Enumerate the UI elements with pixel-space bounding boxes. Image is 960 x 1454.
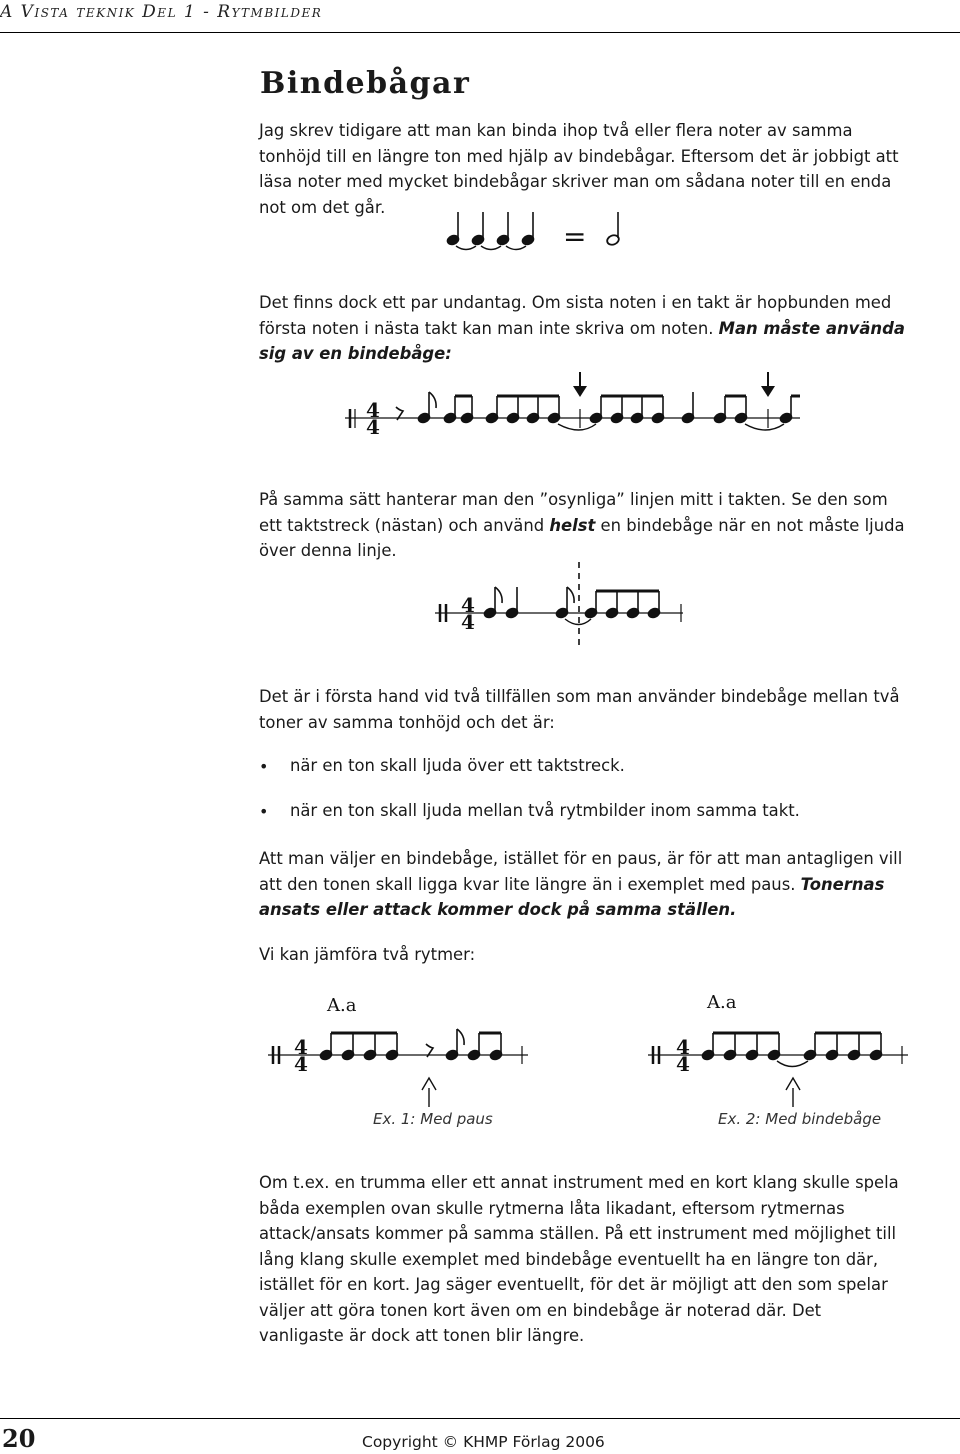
time-sig-bottom-1: 4 — [366, 415, 380, 439]
paragraph-two-occasions: Det är i första hand vid två tillfällen som man använder bindebåge mellan två toner av samma tonhöjd och det är: — [259, 687, 900, 732]
section-title: Bindebågar — [260, 66, 471, 101]
paragraph-intro: Jag skrev tidigare att man kan binda ihop två eller flera noter av samma tonhöjd till en längre ton med hjälp av bindebågar. Eftersom det är jobbigt att läsa noter med mycket bindebågar skriver man om sådana noter till en enda not om det går. — [259, 121, 899, 217]
example-a-marker: A.a — [327, 995, 357, 1016]
page-number: 20 — [2, 1424, 36, 1453]
bullet-item-2: när en ton skall ljuda mellan två rytmbilder inom samma takt. — [290, 801, 800, 820]
bullet-marker-2: • — [259, 802, 269, 821]
paragraph-exception-text: Det finns dock ett par undantag. Om sista noten i en takt är hopbunden med första noten i nästa takt kan man inte skriva om noten. — [259, 293, 892, 338]
example-b-label: Ex. 2: Med bindebåge — [718, 1110, 882, 1128]
figure-tied-quarters-equals-half — [446, 212, 620, 250]
time-sig-bottom-3: 4 — [294, 1052, 308, 1076]
running-header: A Vista teknik Del 1 - Rytmbilder — [0, 2, 323, 22]
figure-tie-across-barline — [345, 372, 800, 439]
time-sig-top-3: 4 — [294, 1035, 308, 1059]
paragraph-exception-emphasis: Man måste använda sig av en bindebåge: — [259, 318, 905, 363]
figure-example-tie — [648, 1033, 908, 1107]
time-sig-top-1: 4 — [366, 398, 380, 422]
paragraph-invisible-line-text-b: en bindebåge när en not måste ljuda över denna linje. — [259, 515, 905, 560]
bullet-marker-1: • — [259, 757, 269, 776]
paragraph-invisible-line-emphasis: helst — [549, 515, 596, 535]
paragraph-tie-vs-rest-emphasis: Tonernas ansats eller attack kommer dock på samma ställen. — [259, 874, 885, 919]
time-sig-top-2: 4 — [461, 593, 475, 617]
copyright-notice: Copyright © KHMP Förlag 2006 — [362, 1433, 605, 1451]
equals-sign: = — [563, 220, 587, 253]
time-sig-bottom-4: 4 — [676, 1052, 690, 1076]
example-b-marker: A.a — [707, 992, 737, 1013]
figure-tie-across-midbar — [435, 562, 683, 648]
footer-rule — [0, 1418, 960, 1419]
paragraph-conclusion: Om t.ex. en trumma eller ett annat instrument med en kort klang skulle spela båda exemplen ovan skulle rytmerna låta likadant, eftersom rytmernas attack/ansats kommer på samma ställen. På ett instrument med möjlighet till lång klang skulle exemplet med bindebåge eventuellt ha en längre ton där, istället för en kort. Jag säger eventuellt, för det är möjligt att den som spelar väljer att göra tonen kort även om en bindebåge är noterad där. Det vanligaste är dock att tonen blir längre. — [259, 1173, 899, 1345]
paragraph-compare: Vi kan jämföra två rytmer: — [259, 945, 476, 964]
bullet-item-1: när en ton skall ljuda över ett taktstreck. — [290, 756, 625, 775]
time-sig-bottom-2: 4 — [461, 610, 475, 634]
time-sig-top-4: 4 — [676, 1035, 690, 1059]
paragraph-tie-vs-rest-text: Att man väljer en bindebåge, istället för en paus, är för att man antagligen vill att den tonen skall ligga kvar lite längre än i exemplet med paus. — [259, 849, 903, 894]
figure-example-rest — [268, 1029, 528, 1107]
example-a-label: Ex. 1: Med paus — [373, 1110, 493, 1128]
paragraph-invisible-line-text-a: På samma sätt hanterar man den ”osynliga” linjen mitt i takten. Se den som ett taktstreck (nästan) och använd — [259, 490, 888, 535]
